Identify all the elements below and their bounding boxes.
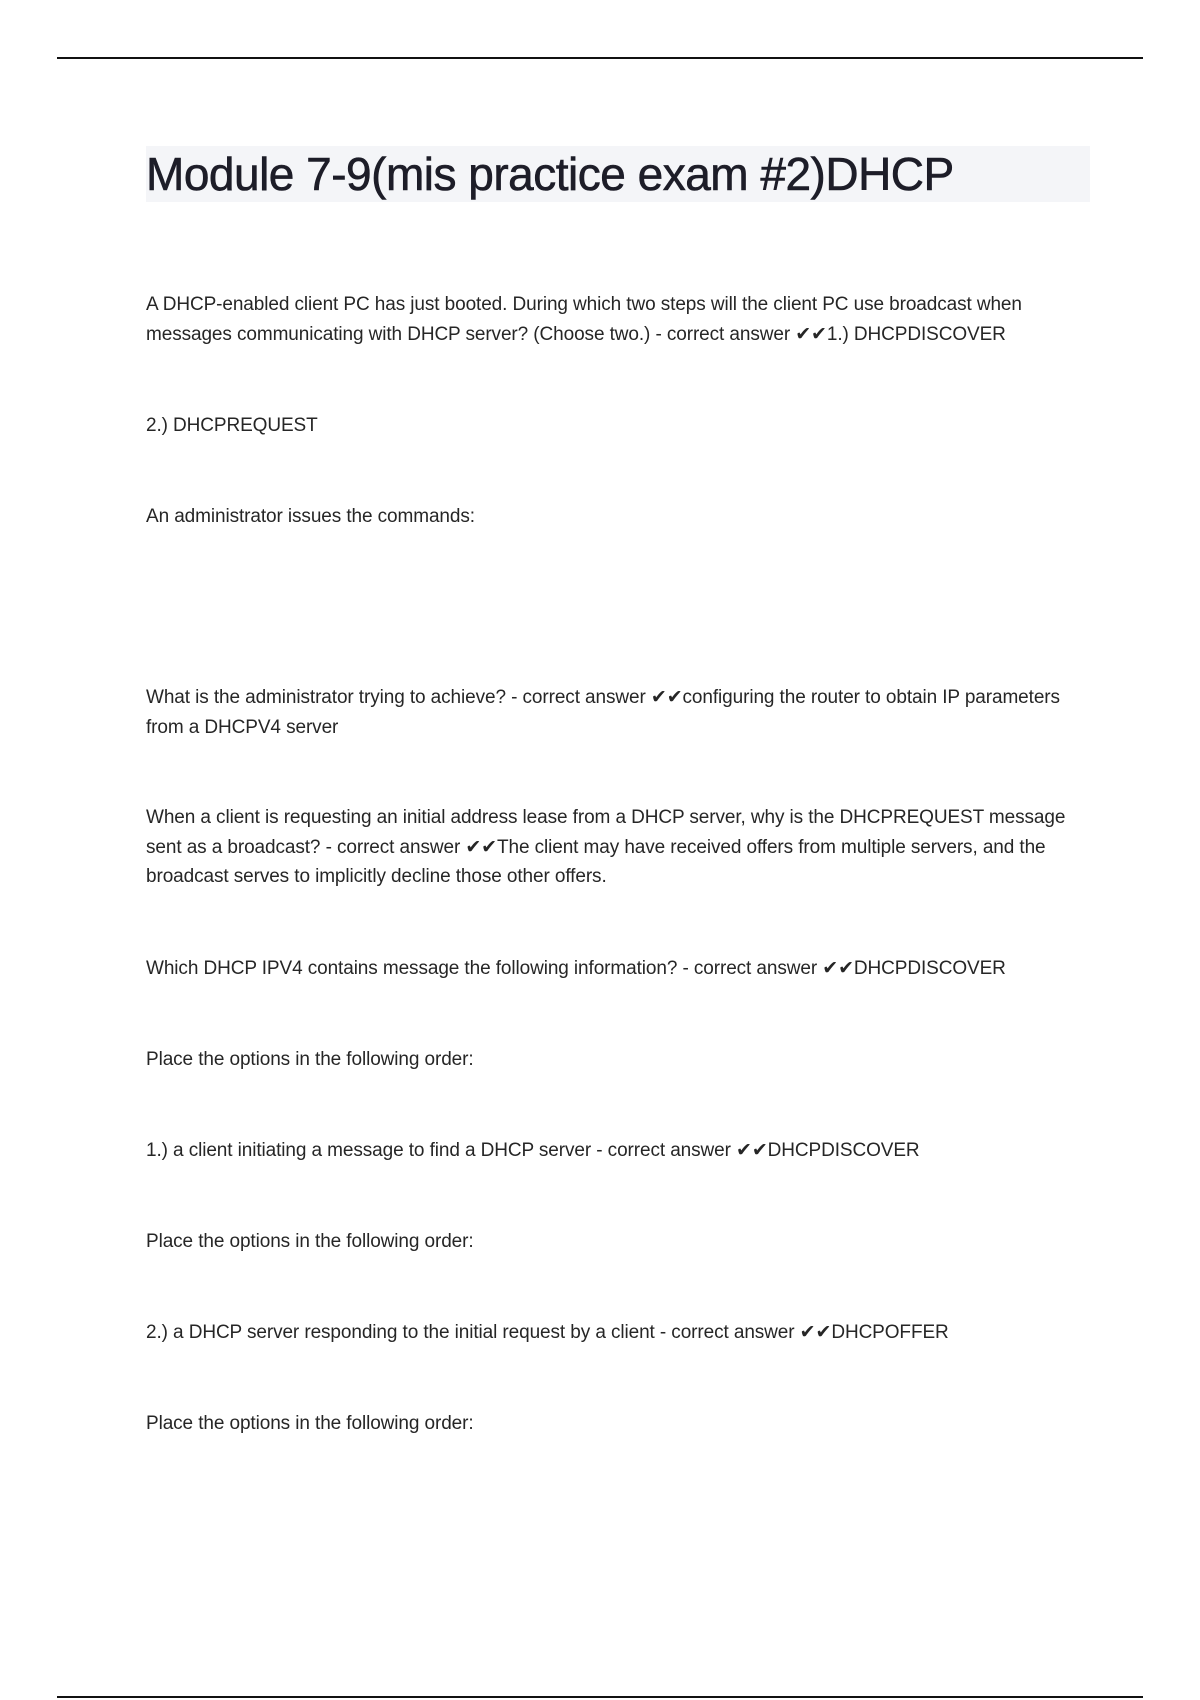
instruction-order-1: Place the options in the following order:	[146, 1049, 474, 1070]
instruction-order-3: Place the options in the following order:	[146, 1413, 474, 1434]
question-admin-goal: What is the administrator trying to achieve? - correct answer ✔✔configuring the router to obtain IP parameters from a DHCPV4 server	[146, 687, 1060, 738]
question-dhcp-broadcast-steps: A DHCP-enabled client PC has just booted. During which two steps will the client PC use broadcast when messages communicating with DHCP server? (Choose two.) - correct answer ✔✔1.) DHCPDISCOVER	[146, 294, 1022, 345]
order-item-1: 1.) a client initiating a message to find a DHCP server - correct answer ✔✔DHCPDISCOVER	[146, 1140, 920, 1161]
bottom-divider	[57, 1696, 1143, 1698]
document-title: Module 7-9(mis practice exam #2)DHCP	[146, 148, 954, 200]
question-dhcp-message-info: Which DHCP IPV4 contains message the following information? - correct answer ✔✔DHCPDISCOVER	[146, 958, 1006, 979]
order-item-2: 2.) a DHCP server responding to the initial request by a client - correct answer ✔✔DHCPOFFER	[146, 1322, 949, 1343]
title-banner	[146, 146, 1090, 202]
question-admin-commands: An administrator issues the commands:	[146, 506, 475, 527]
top-divider	[57, 57, 1143, 59]
question-dhcprequest-broadcast: When a client is requesting an initial address lease from a DHCP server, why is the DHCPREQUEST message sent as a broadcast? - correct answer ✔✔The client may have received offers from multiple servers, and the broadcast serves to implicitly decline those other offers.	[146, 807, 1066, 887]
instruction-order-2: Place the options in the following order:	[146, 1231, 474, 1252]
answer-dhcprequest: 2.) DHCPREQUEST	[146, 415, 318, 436]
